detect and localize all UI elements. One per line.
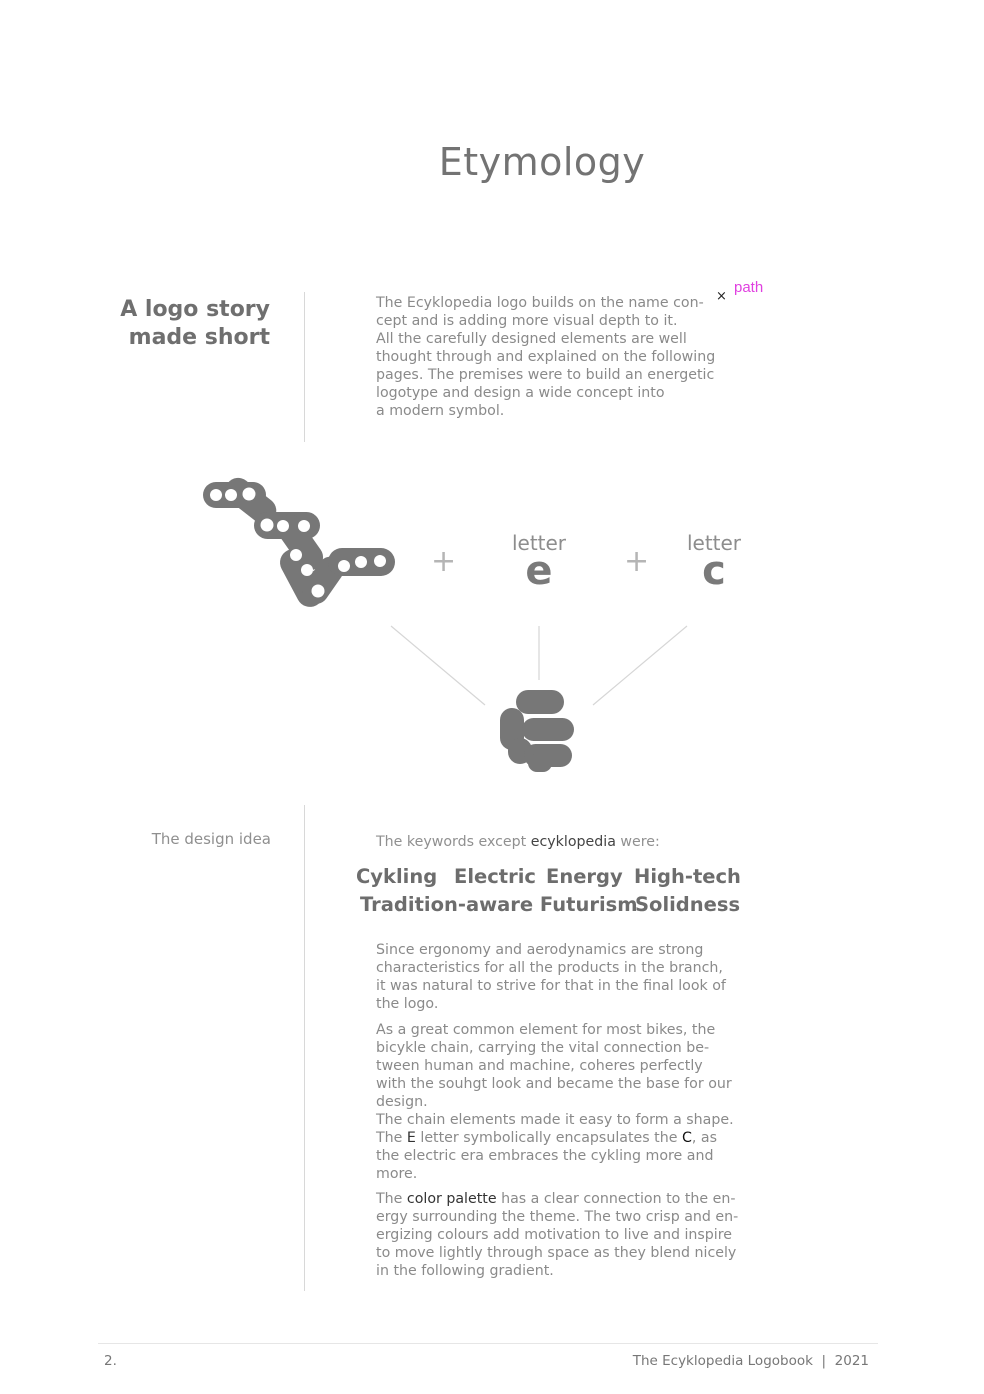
intro-line: a modern symbol. [376, 403, 505, 419]
ecyklopedia-logo-icon [494, 684, 584, 779]
paragraph-line: design. [376, 1094, 428, 1110]
highlight-color-palette: color palette [406, 1191, 497, 1207]
paragraph-line: more. [376, 1166, 418, 1182]
paragraph-line: ergy surrounding the theme. The two crisp and en- [376, 1209, 739, 1225]
divider-vertical-bottom [304, 805, 305, 1291]
paragraph-line: Since ergonomy and aerodynamics are strong [376, 942, 704, 958]
intro-line: logotype and design a wide concept into [376, 385, 665, 401]
text-span: The [376, 1130, 407, 1146]
path-annotation-label: path [734, 279, 764, 296]
paragraph-line: bicykle chain, carrying the vital connection be- [376, 1040, 710, 1056]
page-number: 2. [104, 1353, 117, 1369]
text-span: letter symbolically encapsulates the [415, 1130, 682, 1146]
footer-divider [98, 1343, 878, 1344]
paragraph-line: the logo. [376, 996, 439, 1012]
design-paragraph-2 [376, 1021, 751, 1183]
intro-line: All the carefully designed elements are well [376, 331, 687, 347]
keywords-intro-post: were: [615, 834, 660, 850]
divider-vertical-top [304, 292, 305, 442]
design-paragraph-3 [376, 1190, 751, 1280]
intro-line: pages. The premises were to build an energetic [376, 367, 715, 383]
paragraph-line: to move lightly through space as they blend nicely [376, 1245, 737, 1261]
plus-sign: + [431, 544, 457, 579]
text-span: has a clear connection to the en- [496, 1191, 736, 1207]
paragraph-line: with the souhgt look and became the base for our [376, 1076, 732, 1092]
intro-line: thought through and explained on the following [376, 349, 716, 365]
keyword: Tradition-aware Futurism [360, 893, 638, 916]
keywords-intro-pre: The keywords except [376, 834, 531, 850]
letter-e-caption: letter [511, 531, 567, 555]
paragraph-line: it was natural to strive for that in the final look of [376, 978, 726, 994]
paragraph-line: in the following gradient. [376, 1263, 554, 1279]
paragraph-line: The chain elements made it easy to form a shape. [376, 1112, 734, 1128]
paragraph-line [376, 1129, 751, 1147]
highlight-c: C [681, 1130, 692, 1146]
keyword: High-tech [634, 865, 741, 888]
page-title: Etymology [438, 140, 646, 184]
paragraph-line: As a great common element for most bikes, the [376, 1022, 716, 1038]
story-heading-line2: made short [128, 325, 270, 350]
intro-paragraph [376, 294, 751, 420]
keyword: Energy [546, 865, 623, 888]
bike-chain-icon [198, 470, 402, 615]
path-annotation-mark: × [716, 289, 727, 304]
letter-e: e [525, 548, 553, 594]
plus-sign: + [624, 544, 650, 579]
design-idea-label: The design idea [151, 830, 271, 848]
text-span: The [376, 1191, 407, 1207]
keyword: Cykling [356, 865, 438, 888]
keywords-intro [376, 834, 660, 850]
keywords-intro-highlight: ecyklopedia [530, 834, 616, 850]
text-span: , as [691, 1130, 717, 1146]
story-heading [100, 296, 270, 352]
letter-c: c [702, 548, 726, 594]
intro-line: cept and is adding more visual depth to it. [376, 313, 678, 329]
intro-line: The Ecyklopedia logo builds on the name con- [376, 295, 704, 311]
story-heading-line1: A logo story [120, 297, 270, 322]
letter-c-caption: letter [686, 531, 742, 555]
keyword: Solidness [635, 893, 741, 916]
highlight-e: E [406, 1130, 416, 1146]
footer-book-title: The Ecyklopedia Logobook | 2021 [632, 1353, 869, 1369]
paragraph-line: the electric era embraces the cykling more and [376, 1148, 714, 1164]
design-paragraph-1 [376, 941, 751, 1013]
paragraph-line [376, 1190, 751, 1208]
keyword: Electric [454, 865, 536, 888]
paragraph-line: characteristics for all the products in the branch, [376, 960, 723, 976]
paragraph-line: ergizing colours add motivation to live and inspire [376, 1227, 732, 1243]
paragraph-line: tween human and machine, coheres perfectly [376, 1058, 703, 1074]
